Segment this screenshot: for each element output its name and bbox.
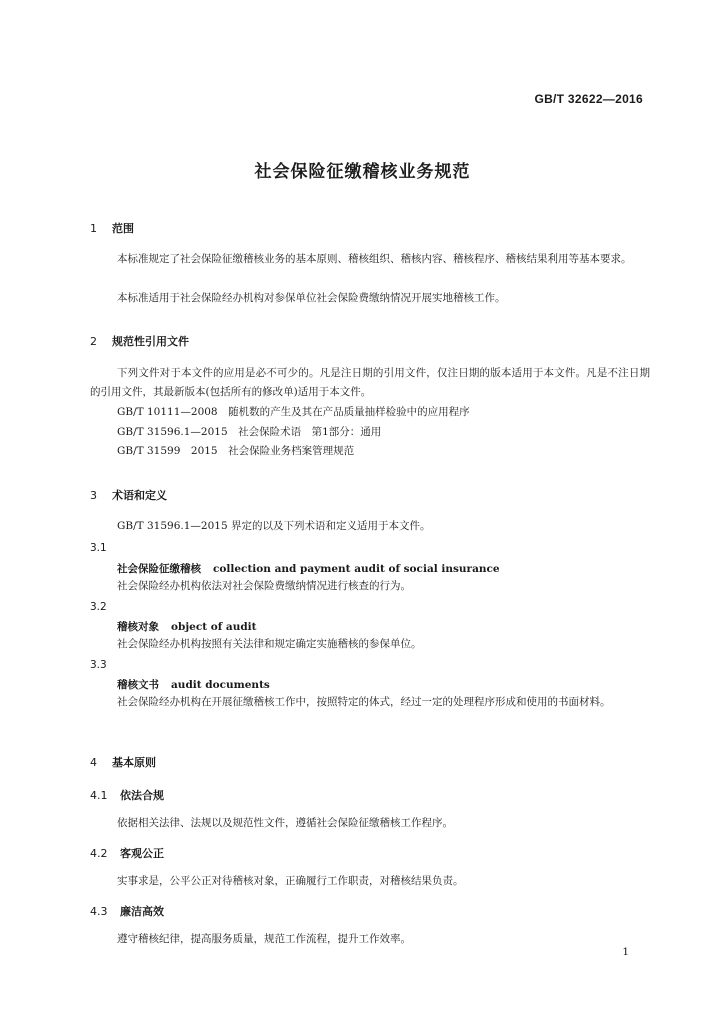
section-2-paragraph-1: 下列文件对于本文件的应用是必不可少的。凡是注日期的引用文件，仅注日期的版本适用于本文件。凡是不注日期的引用文件，其最新版本(包括所有的修改单)适用于本文件。 [90,367,650,398]
subsection-title: 依法合规 [120,789,164,802]
term-number: 3.1 [90,542,107,554]
subsection-number: 4.2 [90,847,108,860]
subsection-text: 实事求是，公平公正对待稽核对象，正确履行工作职责，对稽核结果负责。 [117,875,464,887]
term-name-cn: 稽核对象 [117,621,159,633]
section-4-heading [90,754,156,770]
subsection-number: 4.1 [90,789,108,802]
term-definition: 社会保险经办机构按照有关法律和规定确定实施稽核的参保单位。 [117,638,422,650]
section-title: 规范性引用文件 [112,335,189,348]
reference-1: GB/T 10111—2008 随机数的产生及其在产品质量抽样检验中的应用程序 [117,406,470,418]
section-title: 范围 [112,222,134,235]
section-title: 术语和定义 [112,489,167,502]
section-number: 3 [90,489,97,502]
subsection-heading [90,845,164,861]
document-title: 社会保险征缴稽核业务规范 [254,162,471,182]
section-title: 基本原则 [112,756,156,769]
term-definition: 社会保险经办机构在开展征缴稽核工作中，按照特定的体式，经过一定的处理程序形成和使用的书面材料。 [117,696,611,708]
subsection-heading [90,787,164,803]
term-name [117,619,257,634]
term-name [117,677,270,692]
term-name-en: collection and payment audit of social insurance [213,563,500,575]
reference-3: GB/T 31599 2015 社会保险业务档案管理规范 [117,445,355,457]
section-number: 2 [90,335,97,348]
section-number: 4 [90,756,97,769]
section-1-paragraph-2: 本标准适用于社会保险经办机构对参保单位社会保险费缴纳情况开展实地稽核工作。 [117,292,506,304]
term-number: 3.3 [90,659,107,671]
subsection-heading [90,903,164,919]
term-number: 3.2 [90,601,107,613]
section-2-heading [90,333,189,349]
term-name-en: object of audit [171,621,257,633]
page-number: 1 [622,946,629,958]
term-name-en: audit documents [171,679,270,691]
subsection-text: 依据相关法律、法规以及规范性文件，遵循社会保险征缴稽核工作程序。 [117,817,453,829]
section-number: 1 [90,222,97,235]
subsection-title: 廉洁高效 [120,905,164,918]
section-3-intro: GB/T 31596.1—2015 界定的以及下列术语和定义适用于本文件。 [117,520,431,532]
subsection-title: 客观公正 [120,847,164,860]
subsection-number: 4.3 [90,905,108,918]
section-1-paragraph-1: 本标准规定了社会保险征缴稽核业务的基本原则、稽核组织、稽核内容、稽核程序、稽核结果利用等基本要求。 [117,253,632,265]
term-name-cn: 稽核文书 [117,679,159,691]
term-name [117,561,500,576]
reference-2: GB/T 31596.1—2015 社会保险术语 第1部分：通用 [117,426,382,438]
standard-code: GB/T 32622—2016 [534,92,643,106]
section-3-heading [90,487,167,503]
section-1-heading [90,220,134,236]
term-name-cn: 社会保险征缴稽核 [117,563,201,575]
term-definition: 社会保险经办机构依法对社会保险费缴纳情况进行核查的行为。 [117,580,411,592]
subsection-text: 遵守稽核纪律，提高服务质量，规范工作流程，提升工作效率。 [117,933,411,945]
